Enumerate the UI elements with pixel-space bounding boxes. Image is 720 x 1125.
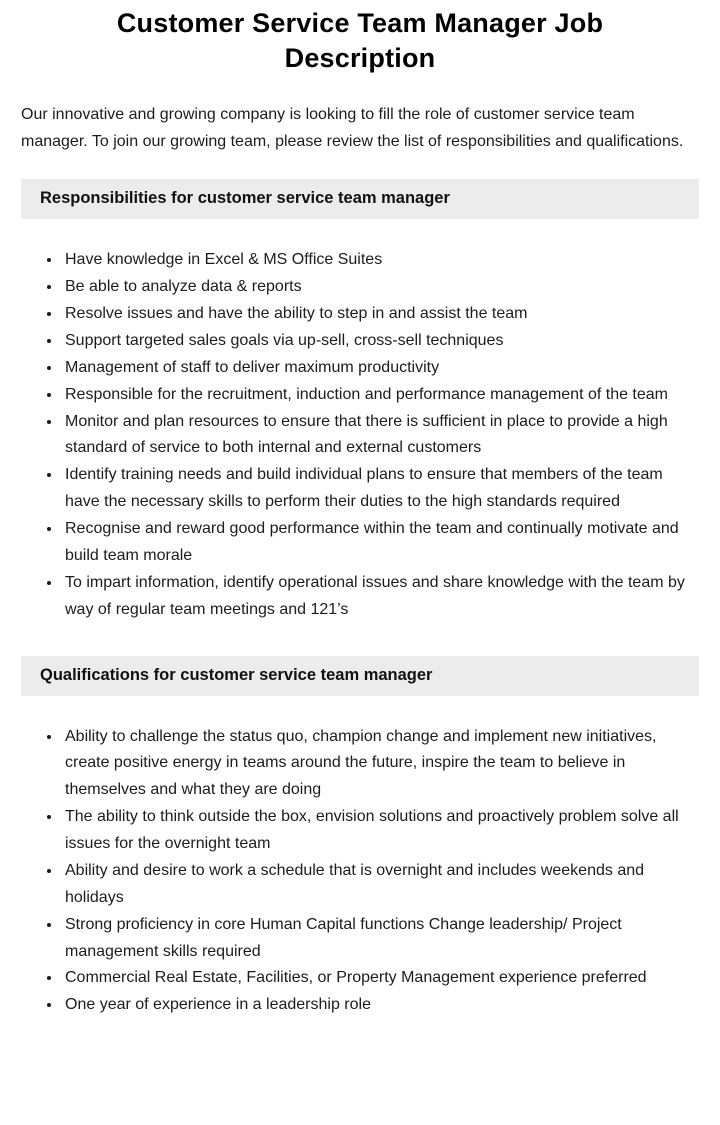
list-item: • Ability to challenge the status quo, champion change and implement new initiatives, create positive energy in teams around the future, inspire the team to believe in themselves and what they are doing xyxy=(62,724,699,805)
intro-paragraph: Our innovative and growing company is looking to fill the role of customer service team manager. To join our growing team, please review the list of responsibilities and qualifications. xyxy=(21,106,684,150)
list-item: • Commercial Real Estate, Facilities, or Property Management experience preferred xyxy=(62,965,699,992)
list-item: • Have knowledge in Excel & MS Office Suites xyxy=(62,247,699,274)
qualifications-section-header: Qualifications for customer service team manager xyxy=(21,656,699,696)
list-item: • Recognise and reward good performance within the team and continually motivate and build team morale xyxy=(62,516,699,570)
list-item: • Ability and desire to work a schedule that is overnight and includes weekends and holidays xyxy=(62,858,699,912)
responsibilities-section-header: Responsibilities for customer service team manager xyxy=(21,179,699,219)
list-item: • Resolve issues and have the ability to step in and assist the team xyxy=(62,301,699,328)
responsibilities-list xyxy=(21,247,699,623)
page-title: Customer Service Team Manager Job Description xyxy=(116,8,604,74)
list-item: • Strong proficiency in core Human Capital functions Change leadership/ Project management skills required xyxy=(62,912,699,966)
list-item: • Management of staff to deliver maximum productivity xyxy=(62,355,699,382)
list-item: • One year of experience in a leadership role xyxy=(62,992,699,1019)
list-item: • The ability to think outside the box, envision solutions and proactively problem solve all issues for the overnight team xyxy=(62,804,699,858)
list-item: • Monitor and plan resources to ensure that there is sufficient in place to provide a high standard of service to both internal and external customers xyxy=(62,409,699,463)
list-item: • Support targeted sales goals via up-sell, cross-sell techniques xyxy=(62,328,699,355)
qualifications-list xyxy=(21,724,699,1020)
list-item: • Responsible for the recruitment, induction and performance management of the team xyxy=(62,382,699,409)
job-description-document xyxy=(0,6,720,1019)
list-item: • Identify training needs and build individual plans to ensure that members of the team have the necessary skills to perform their duties to the high standards required xyxy=(62,462,699,516)
list-item: • Be able to analyze data & reports xyxy=(62,274,699,301)
list-item: • To impart information, identify operational issues and share knowledge with the team by way of regular team meetings and 121’s xyxy=(62,570,699,624)
